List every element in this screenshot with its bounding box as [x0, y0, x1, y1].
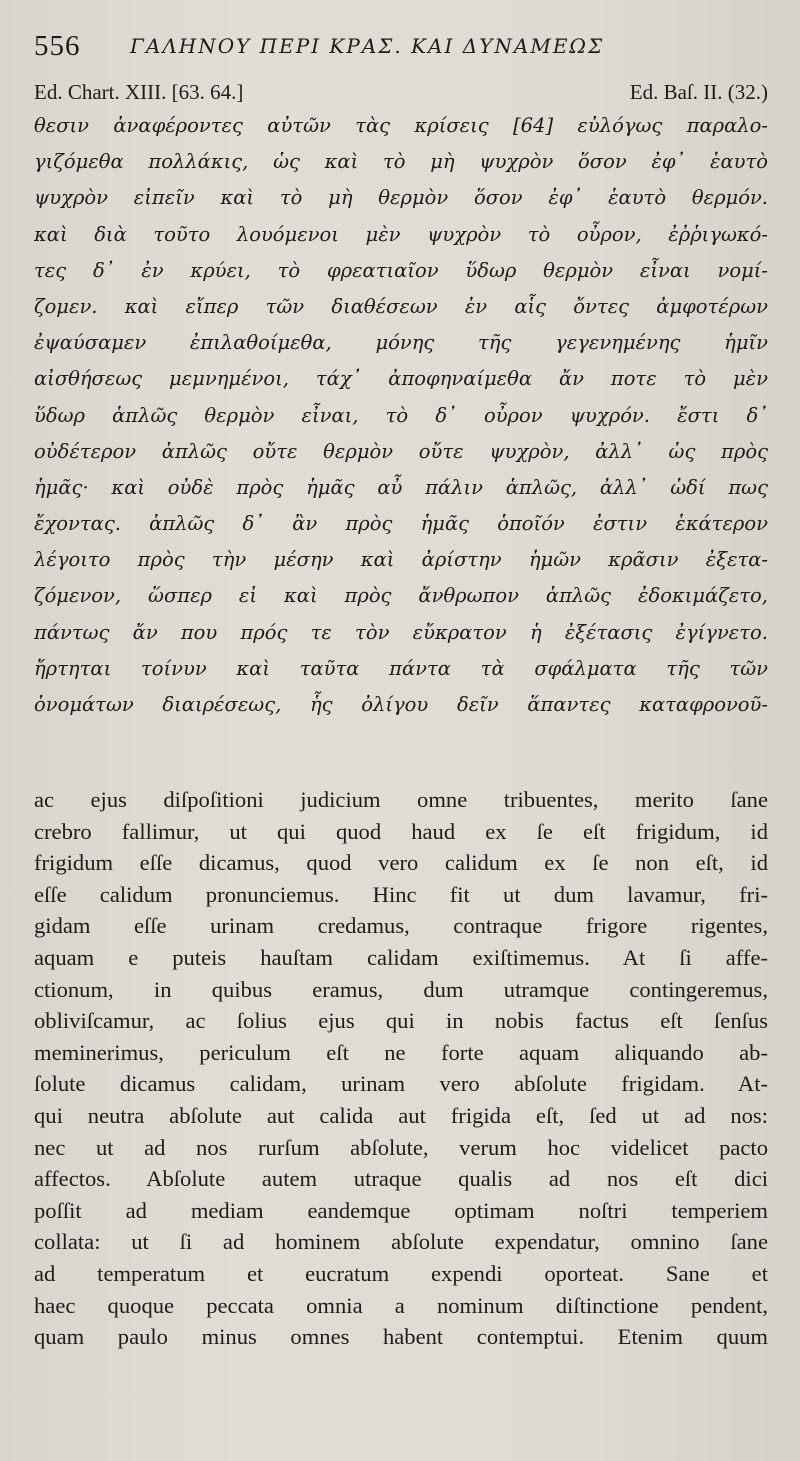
latin-line: ac ejus diſpoſitioni judicium omne tribuentes, merito ſane: [34, 787, 768, 812]
latin-line: frigidum eſſe dicamus, quod vero calidum ex ſe non eſt, id: [34, 850, 768, 876]
latin-line: nec ut ad nos rurſum abſolute, verum hoc videlicet pacto: [34, 1134, 768, 1160]
greek-line: ψυχρὸν εἰπεῖν καὶ τὸ μὴ θερμὸν ὅσον ἐφ᾽ ἑαυτὸ θερμόν.: [34, 186, 768, 210]
latin-line: crebro fallimur, ut qui quod haud ex ſe eſt frigidum, id: [34, 818, 768, 844]
latin-line: eſſe calidum pronunciemus. Hinc fit ut dum lavamur, fri-: [34, 881, 768, 907]
greek-line: ζομεν. καὶ εἴπερ τῶν διαθέσεων ἐν αἷς ὄντες ἀμφοτέρων: [34, 294, 768, 318]
latin-line: ſolute dicamus calidam, urinam vero abſolute frigidam. At-: [34, 1071, 768, 1097]
greek-line: αἰσθήσεως μεμνημένοι, τάχ᾽ ἀποφηναίμεθα ἄν ποτε τὸ μὲν: [34, 367, 768, 391]
latin-line: obliviſcamur, ac ſolius ejus qui in nobis factus eſt ſenſus: [34, 1008, 768, 1034]
latin-line: ctionum, in quibus eramus, dum utramque contingeremus,: [34, 976, 768, 1002]
greek-line: γιζόμεθα πολλάκις, ὡς καὶ τὸ μὴ ψυχρὸν ὅσον ἐφ᾽ ἑαυτὸ: [34, 150, 768, 174]
edition-basel-reference: Ed. Baſ. II. (32.): [629, 80, 768, 104]
greek-line: οὐδέτερον ἁπλῶς οὔτε θερμὸν οὔτε ψυχρὸν, ἀλλ᾽ ὡς πρὸς: [34, 439, 768, 463]
latin-line: quam paulo minus omnes habent contemptui. Etenim quum: [34, 1324, 768, 1350]
greek-line: ἔχοντας. ἁπλῶς δ᾽ ἂν πρὸς ἡμᾶς ὁποῖόν ἐστιν ἑκάτερον: [34, 512, 768, 536]
latin-line: ad temperatum et eucratum expendi oporteat. Sane et: [34, 1260, 768, 1286]
greek-line: ἐψαύσαμεν ἐπιλαθοίμεθα, μόνης τῆς γεγενημένης ἡμῖν: [34, 331, 768, 355]
page-header: [34, 30, 770, 70]
latin-line: meminerimus, periculum eſt ne forte aquam aliquando ab-: [34, 1039, 768, 1065]
greek-line: ἤρτηται τοίνυν καὶ ταῦτα πάντα τὰ σφάλματα τῆς τῶν: [34, 656, 768, 680]
edition-chartier-reference: Ed. Chart. XIII. [63. 64.]: [34, 80, 244, 104]
greek-line: θεσιν ἀναφέροντες αὐτῶν τὰς κρίσεις [64] εὐλόγως παραλο-: [34, 114, 768, 137]
latin-line: qui neutra abſolute aut calida aut frigida eſt, ſed ut ad nos:: [34, 1102, 768, 1128]
greek-line: ὀνομάτων διαιρέσεως, ἧς ὀλίγου δεῖν ἅπαντες καταφρονοῦ-: [34, 693, 768, 716]
latin-line: poſſit ad mediam eandemque optimam noſtri temperiem: [34, 1197, 768, 1223]
greek-line: ἡμᾶς· καὶ οὐδὲ πρὸς ἡμᾶς αὖ πάλιν ἁπλῶς, ἀλλ᾽ ὡδί πως: [34, 475, 768, 499]
latin-line: aquam e puteis hauſtam calidam exiſtimemus. At ſi affe-: [34, 944, 768, 970]
latin-line: affectos. Abſolute autem utraque qualis ad nos eſt dici: [34, 1166, 768, 1192]
greek-line: ζόμενον, ὥσπερ εἰ καὶ πρὸς ἄνθρωπον ἁπλῶς ἐδοκιμάζετο,: [34, 584, 768, 608]
greek-line: ὕδωρ ἁπλῶς θερμὸν εἶναι, τὸ δ᾽ οὖρον ψυχρόν. ἔστι δ᾽: [34, 403, 768, 427]
greek-text-block: [34, 108, 768, 723]
edition-reference-line: [34, 80, 768, 110]
greek-line: καὶ διὰ τοῦτο λουόμενοι μὲν ψυχρὸν τὸ οὖρον, ἐῤῥιγωκό-: [34, 222, 768, 246]
latin-line: collata: ut ſi ad hominem abſolute expendatur, omnino ſane: [34, 1229, 768, 1255]
latin-line: haec quoque peccata omnia a nominum diſtinctione pendent,: [34, 1292, 768, 1318]
latin-text-block: [34, 784, 768, 1353]
page-number: 556: [34, 30, 81, 62]
running-title: ΓΑΛΗΝΟΥ ΠΕΡΙ ΚΡΑΣ. ΚΑΙ ΔΥΝΑΜΕΩΣ: [130, 34, 605, 58]
greek-line: πάντως ἄν που πρός τε τὸν εὔκρατον ἡ ἐξέτασις ἐγίγνετο.: [34, 620, 768, 644]
greek-line: τες δ᾽ ἐν κρύει, τὸ φρεατιαῖον ὕδωρ θερμὸν εἶναι νομί-: [34, 258, 768, 282]
latin-line: gidam eſſe urinam credamus, contraque frigore rigentes,: [34, 913, 768, 939]
greek-line: λέγοιτο πρὸς τὴν μέσην καὶ ἀρίστην ἡμῶν κρᾶσιν ἐξετα-: [34, 548, 768, 572]
